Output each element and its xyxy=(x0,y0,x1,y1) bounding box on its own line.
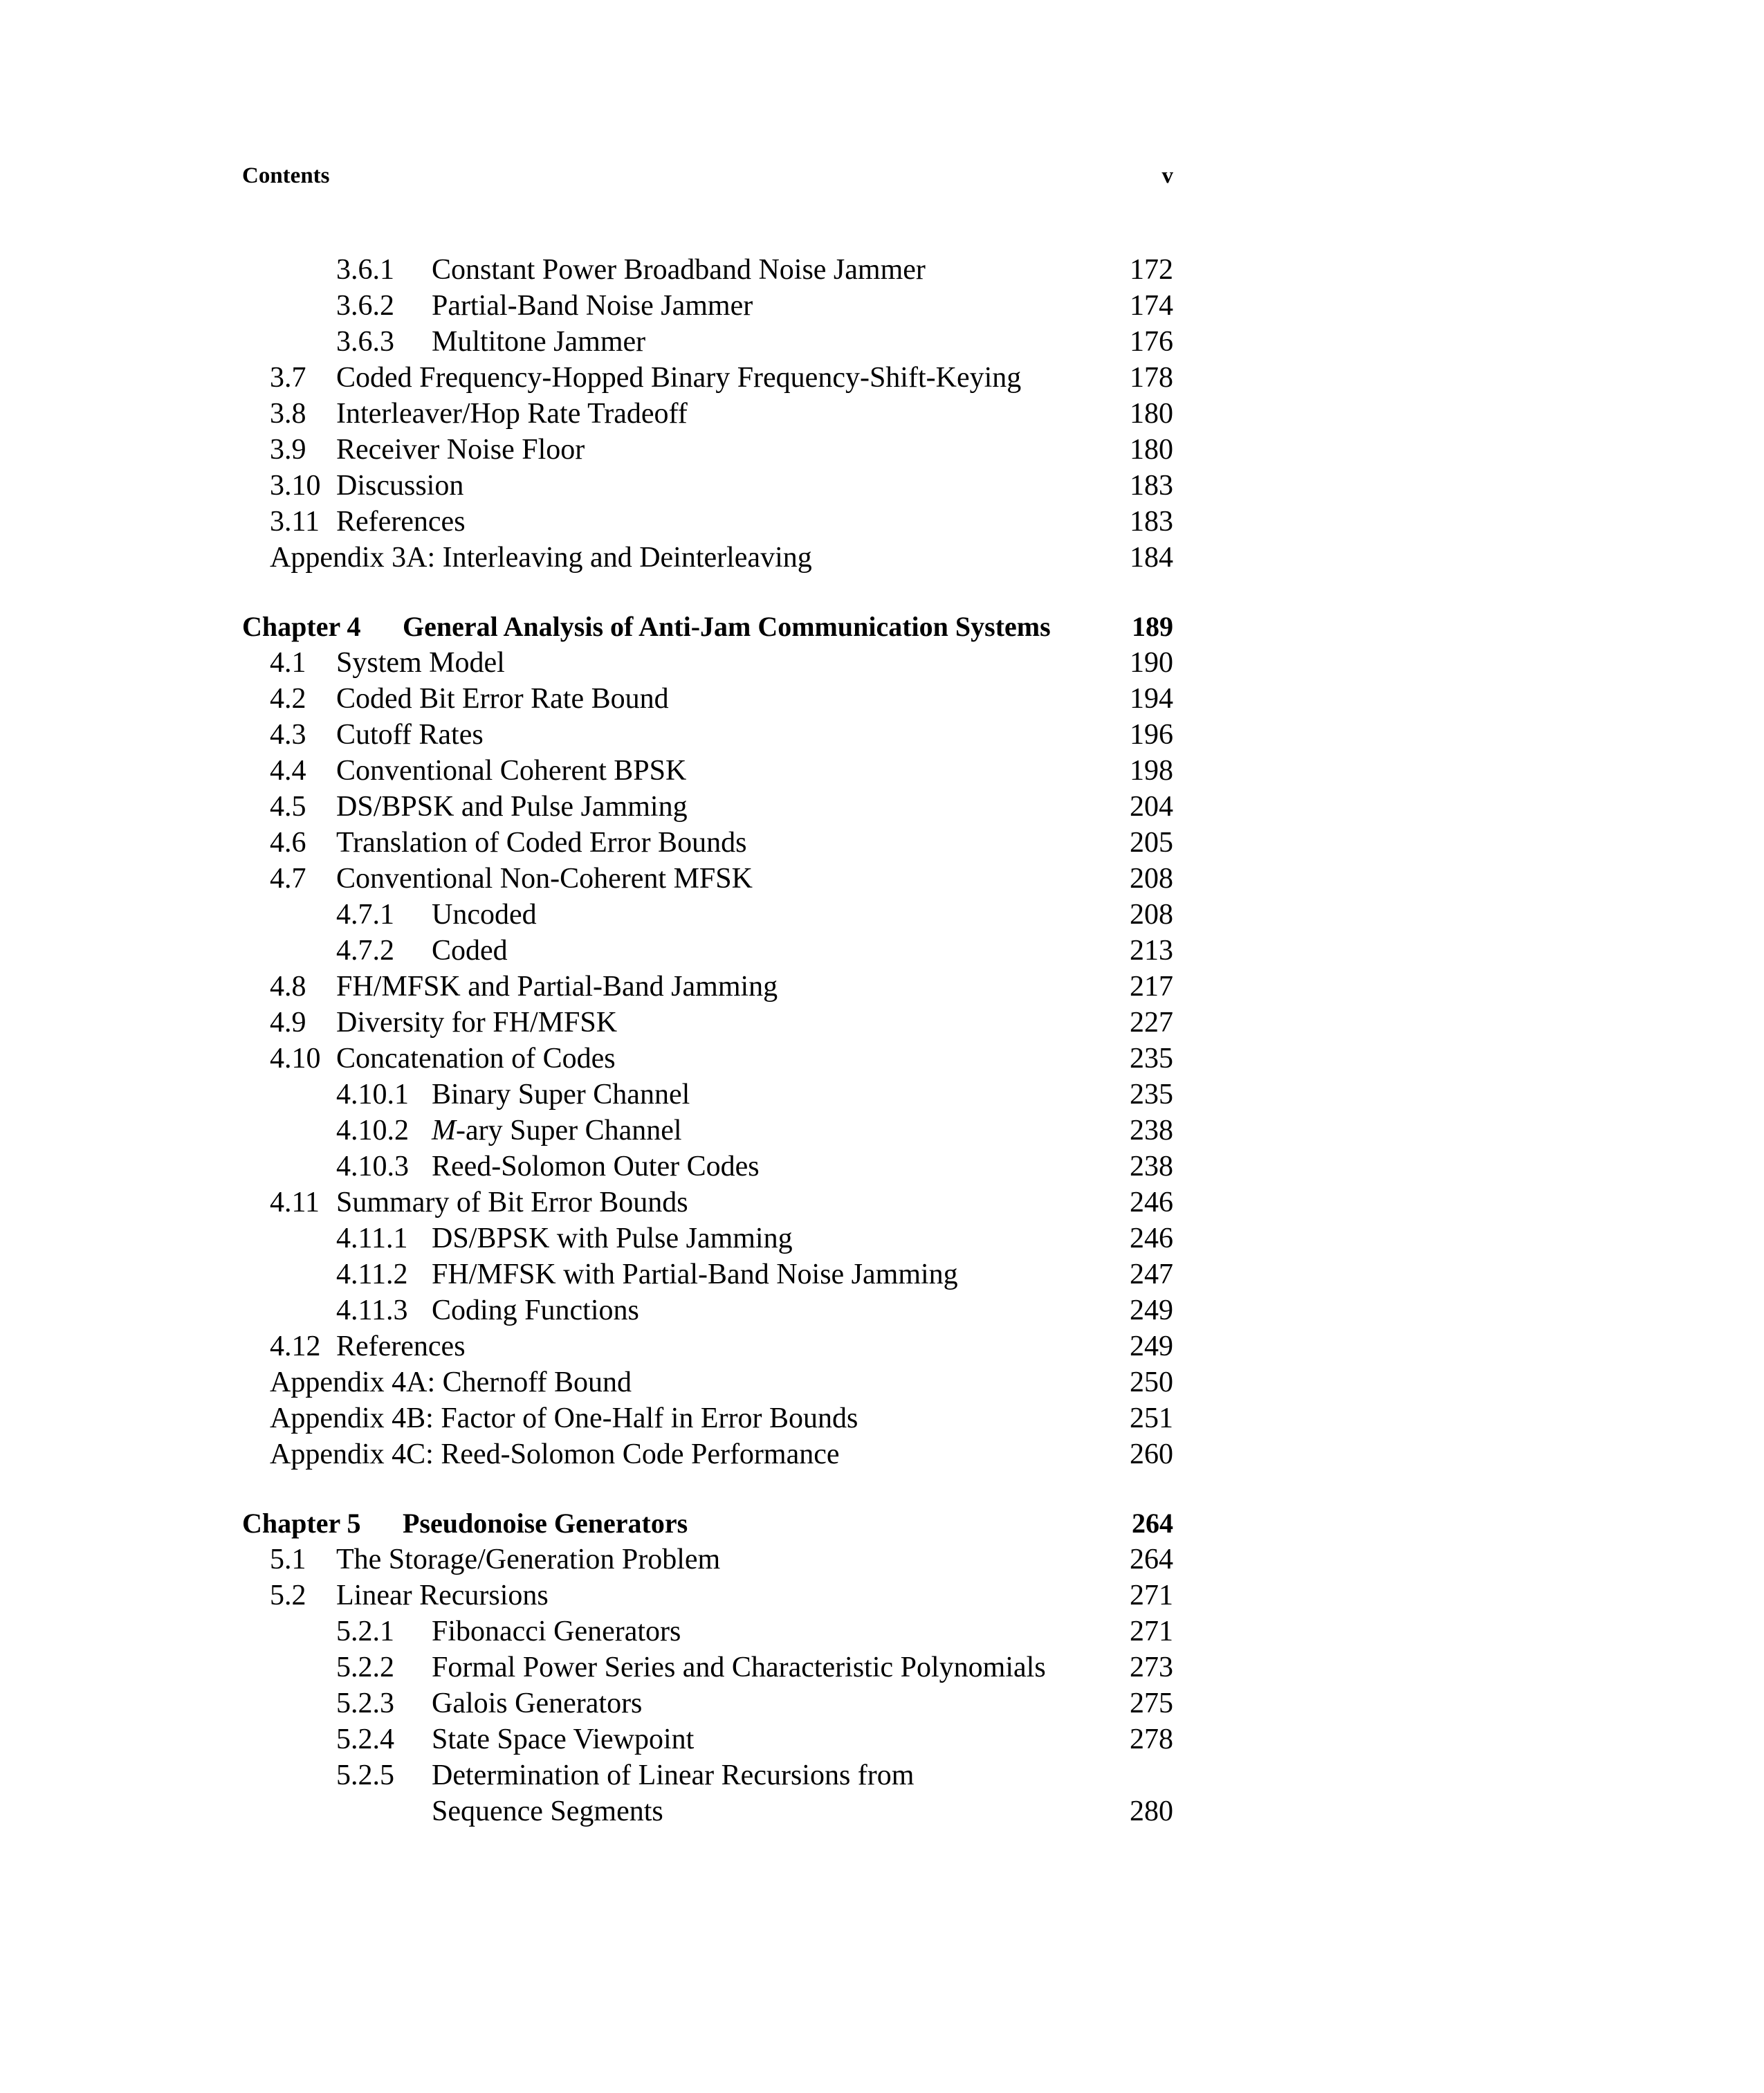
toc-entry-page: 275 xyxy=(1130,1688,1173,1719)
toc-entry-title: The Storage/Generation Problem xyxy=(336,1544,721,1575)
toc-entry-page: 247 xyxy=(1130,1259,1173,1290)
toc-entry-title: Constant Power Broadband Noise Jammer xyxy=(432,254,926,286)
toc-entry-page: 198 xyxy=(1130,755,1173,787)
table-of-contents xyxy=(242,252,1173,1829)
toc-entry-row xyxy=(242,1364,1173,1400)
toc-entry-title: Coded xyxy=(432,935,508,967)
toc-entry-number: 4.6 xyxy=(270,827,306,859)
toc-entry-number: 5.2 xyxy=(270,1580,306,1611)
toc-entry-title: Appendix 4A: Chernoff Bound xyxy=(270,1367,632,1398)
toc-entry-title: Linear Recursions xyxy=(336,1580,549,1611)
toc-entry-title: FH/MFSK with Partial-Band Noise Jamming xyxy=(432,1259,958,1290)
toc-entry-title: State Space Viewpoint xyxy=(432,1724,695,1755)
toc-entry-row xyxy=(242,1721,1173,1757)
toc-entry-row xyxy=(242,1685,1173,1721)
toc-entry-title: Determination of Linear Recursions from xyxy=(432,1760,915,1791)
toc-entry-row xyxy=(242,540,1173,576)
toc-entry-row xyxy=(242,1436,1173,1472)
toc-entry-page: 183 xyxy=(1130,470,1173,502)
toc-entry-row xyxy=(242,1614,1173,1649)
toc-entry-page: 238 xyxy=(1130,1115,1173,1146)
toc-entry-title: Discussion xyxy=(336,470,464,502)
toc-entry-number: 4.10.3 xyxy=(336,1151,409,1182)
toc-entry-page: 246 xyxy=(1130,1223,1173,1254)
toc-entry-title: Conventional Non-Coherent MFSK xyxy=(336,863,753,895)
toc-entry-title: References xyxy=(336,1331,466,1362)
toc-entry-page: 190 xyxy=(1130,647,1173,679)
toc-entry-title: Diversity for FH/MFSK xyxy=(336,1007,618,1039)
toc-entry-row xyxy=(242,360,1173,396)
toc-entry-number: 4.11 xyxy=(270,1187,320,1218)
toc-entry-row xyxy=(242,504,1173,540)
toc-entry-page: 176 xyxy=(1130,326,1173,358)
toc-entry-number: 5.2.5 xyxy=(336,1760,394,1791)
toc-entry-row xyxy=(242,861,1173,897)
toc-entry-title: Appendix 3A: Interleaving and Deinterleaving xyxy=(270,542,812,574)
toc-entry-number: 3.11 xyxy=(270,506,320,538)
toc-entry-row xyxy=(242,1185,1173,1221)
toc-entry-row xyxy=(242,789,1173,825)
toc-chapter-row xyxy=(242,609,1173,645)
toc-entry-row xyxy=(242,753,1173,789)
toc-entry-row xyxy=(242,1542,1173,1578)
toc-entry-number: 4.9 xyxy=(270,1007,306,1039)
toc-entry-row xyxy=(242,1328,1173,1364)
toc-entry-title: Fibonacci Generators xyxy=(432,1616,681,1647)
toc-entry-number: 5.2.1 xyxy=(336,1616,394,1647)
toc-entry-number: 3.9 xyxy=(270,434,306,466)
toc-entry-row xyxy=(242,1793,1173,1829)
toc-entry-title: Receiver Noise Floor xyxy=(336,434,585,466)
toc-entry-title: Galois Generators xyxy=(432,1688,643,1719)
toc-entry-row xyxy=(242,681,1173,717)
toc-entry-number: 4.4 xyxy=(270,755,306,787)
toc-entry-number: 4.7.2 xyxy=(336,935,394,967)
toc-entry-row xyxy=(242,1005,1173,1041)
toc-entry-page: 273 xyxy=(1130,1652,1173,1683)
toc-entry-title: Pseudonoise Generators xyxy=(403,1508,688,1539)
toc-entry-title: DS/BPSK and Pulse Jamming xyxy=(336,791,688,823)
toc-entry-number: 4.11.1 xyxy=(336,1223,408,1254)
toc-entry-page: 172 xyxy=(1130,254,1173,286)
toc-entry-number: 5.2.3 xyxy=(336,1688,394,1719)
toc-entry-title: Uncoded xyxy=(432,899,537,931)
toc-entry-number: 5.2.2 xyxy=(336,1652,394,1683)
toc-entry-page: 174 xyxy=(1130,290,1173,322)
toc-entry-row xyxy=(242,1041,1173,1077)
toc-entry-row xyxy=(242,1649,1173,1685)
toc-entry-number: 4.10 xyxy=(270,1043,321,1075)
toc-entry-page: 217 xyxy=(1130,971,1173,1003)
toc-entry-row xyxy=(242,1149,1173,1185)
toc-entry-number: 4.12 xyxy=(270,1331,321,1362)
toc-entry-title: Formal Power Series and Characteristic Polynomials xyxy=(432,1652,1046,1683)
toc-entry-title: Multitone Jammer xyxy=(432,326,646,358)
toc-entry-page: 178 xyxy=(1130,362,1173,394)
toc-entry-number: 4.10.2 xyxy=(336,1115,409,1146)
toc-entry-page: 249 xyxy=(1130,1295,1173,1326)
toc-entry-number: 4.1 xyxy=(270,647,306,679)
toc-chapter-row xyxy=(242,1506,1173,1542)
toc-entry-row xyxy=(242,324,1173,360)
running-header-title: Contents xyxy=(242,163,330,188)
toc-entry-page: 180 xyxy=(1130,434,1173,466)
toc-entry-title: Partial-Band Noise Jammer xyxy=(432,290,753,322)
toc-entry-row xyxy=(242,396,1173,432)
toc-entry-row xyxy=(242,645,1173,681)
toc-entry-number: 4.5 xyxy=(270,791,306,823)
toc-entry-page: 208 xyxy=(1130,899,1173,931)
toc-entry-number: 3.6.3 xyxy=(336,326,394,358)
toc-entry-page: 180 xyxy=(1130,398,1173,430)
toc-entry-page: 260 xyxy=(1130,1438,1173,1470)
toc-entry-title: Summary of Bit Error Bounds xyxy=(336,1187,688,1218)
toc-entry-row xyxy=(242,969,1173,1005)
toc-entry-number: 4.8 xyxy=(270,971,306,1003)
toc-entry-row xyxy=(242,1221,1173,1256)
running-header-page-number: v xyxy=(1161,163,1173,188)
toc-entry-row xyxy=(242,717,1173,753)
toc-entry-page: 194 xyxy=(1130,683,1173,715)
toc-entry-title: References xyxy=(336,506,466,538)
toc-entry-page: 235 xyxy=(1130,1043,1173,1075)
toc-entry-title: Interleaver/Hop Rate Tradeoff xyxy=(336,398,688,430)
toc-entry-page: 271 xyxy=(1130,1616,1173,1647)
toc-entry-number: Chapter 5 xyxy=(242,1508,361,1539)
toc-entry-title: FH/MFSK and Partial-Band Jamming xyxy=(336,971,778,1003)
toc-entry-title: System Model xyxy=(336,647,505,679)
toc-entry-number: 3.6.1 xyxy=(336,254,394,286)
toc-entry-number: 4.11.3 xyxy=(336,1295,408,1326)
toc-entry-number: 4.7.1 xyxy=(336,899,394,931)
toc-entry-title: Appendix 4C: Reed-Solomon Code Performance xyxy=(270,1438,840,1470)
toc-entry-row xyxy=(242,468,1173,504)
toc-entry-page: 227 xyxy=(1130,1007,1173,1039)
toc-entry-title: Binary Super Channel xyxy=(432,1079,690,1111)
toc-entry-row xyxy=(242,897,1173,933)
toc-entry-row xyxy=(242,1292,1173,1328)
toc-entry-title: Concatenation of Codes xyxy=(336,1043,616,1075)
toc-entry-number: 4.10.1 xyxy=(336,1079,409,1111)
toc-entry-row xyxy=(242,432,1173,468)
toc-entry-page: 213 xyxy=(1130,935,1173,967)
toc-entry-page: 184 xyxy=(1130,542,1173,574)
toc-entry-title: Translation of Coded Error Bounds xyxy=(336,827,747,859)
toc-entry-row xyxy=(242,1757,1173,1793)
toc-entry-page: 238 xyxy=(1130,1151,1173,1182)
toc-entry-title: DS/BPSK with Pulse Jamming xyxy=(432,1223,793,1254)
toc-entry-row xyxy=(242,825,1173,861)
toc-entry-page: 196 xyxy=(1130,719,1173,751)
toc-entry-title: Cutoff Rates xyxy=(336,719,484,751)
toc-entry-page: 205 xyxy=(1130,827,1173,859)
toc-entry-number: 3.7 xyxy=(270,362,306,394)
toc-entry-number: 4.3 xyxy=(270,719,306,751)
toc-entry-row xyxy=(242,1256,1173,1292)
toc-entry-title: Sequence Segments xyxy=(432,1795,663,1827)
toc-entry-page: 183 xyxy=(1130,506,1173,538)
toc-entry-number: 5.2.4 xyxy=(336,1724,394,1755)
toc-entry-page: 271 xyxy=(1130,1580,1173,1611)
toc-entry-title: Coded Bit Error Rate Bound xyxy=(336,683,669,715)
toc-entry-number: 4.7 xyxy=(270,863,306,895)
toc-entry-row xyxy=(242,1400,1173,1436)
toc-entry-number: 3.6.2 xyxy=(336,290,394,322)
toc-entry-page: 204 xyxy=(1130,791,1173,823)
toc-entry-page: 189 xyxy=(1132,611,1173,642)
toc-entry-page: 246 xyxy=(1130,1187,1173,1218)
toc-entry-row xyxy=(242,933,1173,969)
toc-entry-number: 3.8 xyxy=(270,398,306,430)
toc-entry-title: Coded Frequency-Hopped Binary Frequency-Shift-Keying xyxy=(336,362,1022,394)
toc-entry-title: Appendix 4B: Factor of One-Half in Error Bounds xyxy=(270,1402,858,1434)
toc-entry-page: 249 xyxy=(1130,1331,1173,1362)
toc-entry-number: Chapter 4 xyxy=(242,611,361,642)
toc-entry-number: 3.10 xyxy=(270,470,321,502)
toc-entry-row xyxy=(242,288,1173,324)
toc-entry-number: 4.11.2 xyxy=(336,1259,408,1290)
toc-entry-page: 280 xyxy=(1130,1795,1173,1827)
toc-entry-number: 5.1 xyxy=(270,1544,306,1575)
running-header xyxy=(242,163,1173,196)
toc-entry-title: Conventional Coherent BPSK xyxy=(336,755,687,787)
toc-entry-row xyxy=(242,1077,1173,1113)
toc-entry-title: Coding Functions xyxy=(432,1295,639,1326)
toc-entry-row xyxy=(242,252,1173,288)
toc-entry-page: 208 xyxy=(1130,863,1173,895)
toc-entry-page: 264 xyxy=(1132,1508,1173,1539)
toc-entry-row xyxy=(242,1113,1173,1149)
toc-entry-title: General Analysis of Anti-Jam Communication Systems xyxy=(403,611,1051,642)
toc-entry-title: Reed-Solomon Outer Codes xyxy=(432,1151,760,1182)
toc-entry-page: 235 xyxy=(1130,1079,1173,1111)
toc-entry-page: 264 xyxy=(1130,1544,1173,1575)
toc-entry-row xyxy=(242,1578,1173,1614)
toc-entry-page: 250 xyxy=(1130,1367,1173,1398)
toc-entry-page: 278 xyxy=(1130,1724,1173,1755)
toc-entry-number: 4.2 xyxy=(270,683,306,715)
toc-entry-title: M-ary Super Channel xyxy=(432,1115,682,1146)
toc-entry-page: 251 xyxy=(1130,1402,1173,1434)
